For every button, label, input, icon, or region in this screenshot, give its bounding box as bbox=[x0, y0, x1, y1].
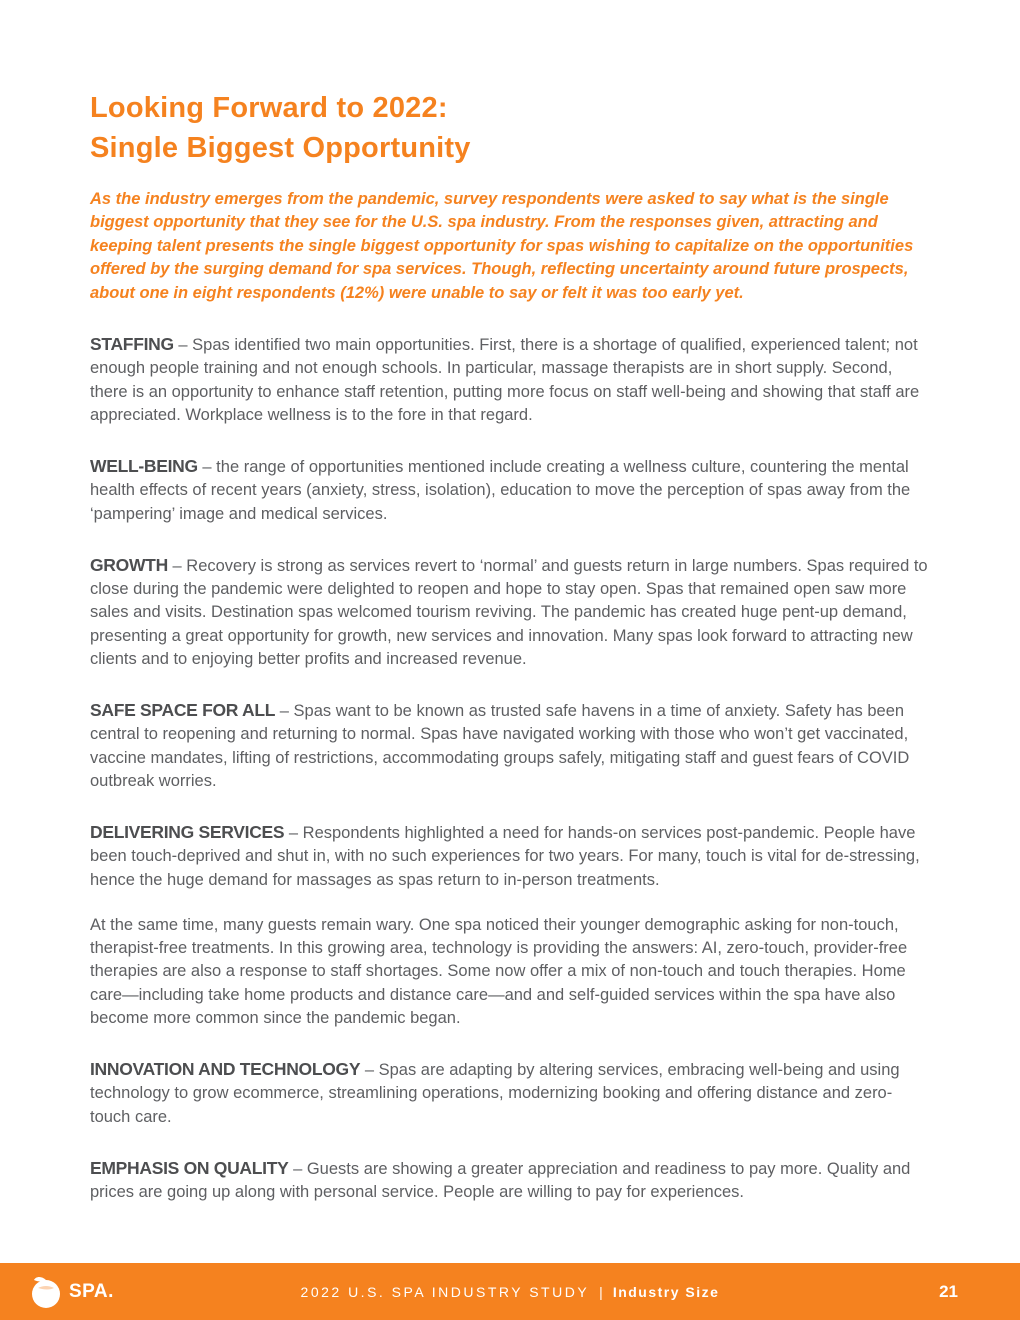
section-heading-safe-space: SAFE SPACE FOR ALL bbox=[90, 700, 276, 721]
section-heading-staffing: STAFFING bbox=[90, 334, 174, 355]
section-heading-delivering-services: DELIVERING SERVICES bbox=[90, 822, 285, 843]
section-heading-innovation-technology: INNOVATION AND TECHNOLOGY bbox=[90, 1059, 361, 1080]
section-body-safe-space: – Spas want to be known as trusted safe havens in a time of anxiety. Safety has been central to reopening and returning to normal. Spas have navigated working with those who won’t get vaccinated, vaccine mandates, lifting of restrictions, accommodating groups safely, mitigating staff and guest fears of COVID outbreak worries. bbox=[90, 702, 910, 790]
section-heading-growth: GROWTH bbox=[90, 554, 168, 575]
section-body2-delivering-services: At the same time, many guests remain wary. One spa noticed their younger demographic asking for non-touch, therapist-free treatments. In this growing area, technology is providing the answers: AI, zero-touch, provider-free therapies are also a response to staff shortages. Some now offer a mix of non-touch and touch therapies. Home care—including take home products and distance care—and and self-guided services within the spa have also become more common since the pandemic began. bbox=[90, 915, 908, 1027]
section-body-delivering-services: – Respondents highlighted a need for hands-on services post-pandemic. People have been touch-deprived and shut in, with no such experiences for two years. For many, touch is vital for de-stressing, hence the huge demand for massages as spas return to in-person treatments. bbox=[90, 824, 920, 889]
spa-logo-icon bbox=[28, 1274, 64, 1310]
section-body-innovation-technology: – Spas are adapting by altering services, embracing well-being and using technology to grow ecommerce, streamlining operations, modernizing booking and offering distance and zero-touch care. bbox=[90, 1061, 900, 1126]
page-footer bbox=[0, 1263, 1020, 1320]
footer-separator: | bbox=[599, 1283, 603, 1300]
intro-paragraph: As the industry emerges from the pandemic, survey respondents were asked to say what is the single biggest opportunity that they see for the U.S. spa industry. From the responses given, attracting and keeping talent presents the single biggest opportunity for spas wishing to capitalize on the opportunities offered by the surging demand for spa services. Though, reflecting uncertainty around future prospects, about one in eight respondents (12%) were unable to say or felt it was too early yet. bbox=[90, 190, 914, 302]
section-safe-space bbox=[90, 698, 932, 793]
page-number: 21 bbox=[939, 1281, 958, 1301]
page-content bbox=[90, 88, 932, 1204]
footer-title bbox=[301, 1284, 720, 1300]
section-delivering-services bbox=[90, 820, 932, 1030]
page-title-line2: Single Biggest Opportunity bbox=[90, 132, 471, 165]
footer-section-name: Industry Size bbox=[612, 1283, 720, 1300]
section-body-staffing: – Spas identified two main opportunities. First, there is a shortage of qualified, experienced talent; not enough people training and not enough schools. In particular, massage therapists are in short supply. Second, there is an opportunity to enhance staff retention, putting more focus on staff well-being and showing that staff are appreciated. Workplace wellness is to the fore in that regard. bbox=[90, 336, 920, 424]
ispa-logo bbox=[28, 1274, 114, 1310]
section-heading-well-being: WELL-BEING bbox=[90, 456, 198, 477]
page-title-line1: Looking Forward to 2022: bbox=[90, 92, 448, 124]
section-body-growth: – Recovery is strong as services revert to ‘normal’ and guests return in large numbers. Spas required to close during the pandemic were delighted to reopen and hope to stay open. Spas that remained open saw more sales and visits. Destination spas welcomed tourism reviving. The pandemic has created huge pent-up demand, presenting a great opportunity for growth, new services and innovation. Many spas look forward to attracting new clients and to enjoying better profits and increased revenue. bbox=[90, 556, 928, 668]
section-growth bbox=[90, 553, 932, 671]
section-emphasis-quality bbox=[90, 1156, 932, 1205]
section-staffing bbox=[90, 332, 932, 427]
section-body-well-being: – the range of opportunities mentioned include creating a wellness culture, countering the mental health effects of recent years (anxiety, stress, isolation), education to move the perception of spas away from the ‘pampering’ image and medical services. bbox=[90, 458, 911, 523]
section-body-emphasis-quality: – Guests are showing a greater appreciation and readiness to pay more. Quality and prices are going up along with personal service. People are willing to pay for experiences. bbox=[90, 1159, 911, 1202]
footer-study-title: 2022 U.S. SPA INDUSTRY STUDY bbox=[300, 1283, 590, 1300]
section-well-being bbox=[90, 454, 932, 526]
section-heading-emphasis-quality: EMPHASIS ON QUALITY bbox=[90, 1157, 289, 1178]
section-innovation-technology bbox=[90, 1057, 932, 1129]
spa-logo-text: SPA. bbox=[69, 1280, 114, 1302]
page-title bbox=[90, 88, 932, 168]
